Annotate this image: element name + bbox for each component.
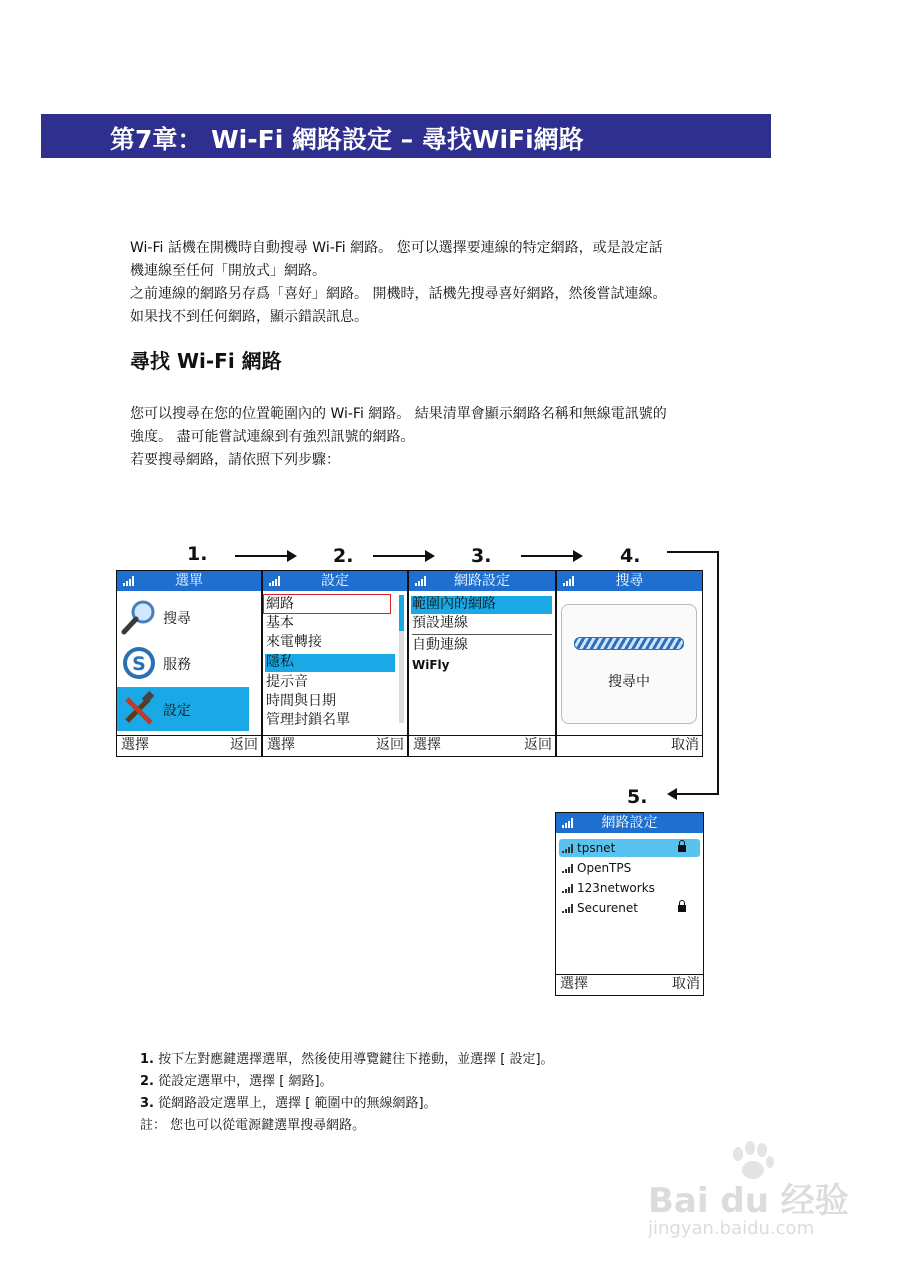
network-row-securenet[interactable] — [559, 899, 700, 917]
watermark-logo: Bai du 经验 — [648, 1181, 849, 1221]
network-item-in-range[interactable]: 範圍內的網路 — [412, 596, 496, 612]
phone-screen-network-settings — [408, 570, 556, 757]
softkey-cancel[interactable]: 取消 — [671, 737, 699, 753]
section-line: 強度。 盡可能嘗試連線到有強烈訊號的網路。 — [130, 429, 415, 445]
flow-arrow — [235, 555, 295, 557]
intro-line: Wi-Fi 話機在開機時自動搜尋 Wi-Fi 網路。 您可以選擇要連線的特定網路，或是設定話 — [130, 240, 663, 256]
arrow-head — [667, 788, 677, 800]
phone-screen-settings — [262, 570, 408, 757]
signal-icon — [269, 576, 281, 586]
menu-item-services[interactable] — [117, 641, 249, 685]
network-name: 123networks — [577, 881, 655, 895]
signal-icon — [123, 576, 135, 586]
screen-title: 網路設定 — [454, 573, 510, 589]
network-item-auto-connect[interactable]: 自動連線 — [412, 637, 468, 653]
phone-screen-searching — [556, 570, 703, 757]
screen-header — [409, 571, 555, 591]
step-number-2: 2. — [333, 545, 354, 567]
intro-line: 如果找不到任何網路，顯示錯誤訊息。 — [130, 309, 368, 325]
screen-header — [556, 813, 703, 833]
phone-screen-menu — [116, 570, 262, 757]
settings-item-ringtone[interactable]: 提示音 — [266, 674, 308, 690]
section-line: 您可以搜尋在您的位置範圍內的 Wi-Fi 網路。 結果清單會顯示網路名稱和無線電訊號的 — [130, 406, 667, 422]
signal-icon — [563, 576, 575, 586]
menu-item-settings[interactable] — [117, 687, 249, 731]
phone-screen-network-list — [555, 812, 704, 996]
settings-item-blocklist[interactable]: 管理封鎖名單 — [266, 712, 350, 728]
step-line: 2. 從設定選單中，選擇 [ 網路]。 — [140, 1074, 333, 1089]
paw-icon — [728, 1140, 776, 1180]
settings-item-privacy[interactable]: 隱私 — [266, 654, 294, 670]
scrollbar[interactable] — [399, 595, 404, 723]
softkey-back[interactable]: 返回 — [376, 737, 404, 753]
section-line: 若要搜尋網路，請依照下列步驟： — [130, 452, 340, 468]
step-line: 1. 按下左對應鍵選擇選單，然後使用導覽鍵往下捲動，並選擇 [ 設定]。 — [140, 1052, 554, 1067]
signal-icon — [562, 864, 572, 873]
menu-item-label: 設定 — [163, 703, 191, 719]
watermark-url: jingyan.baidu.com — [648, 1218, 815, 1239]
search-status: 搜尋中 — [608, 674, 650, 690]
screen-header — [117, 571, 261, 591]
softkey-bar — [117, 735, 261, 756]
lock-icon — [678, 905, 686, 912]
flow-arrow — [521, 555, 581, 557]
softkey-select[interactable]: 選擇 — [413, 737, 441, 753]
chapter-title: 第7章： Wi-Fi 網路設定 – 尋找WiFi網路 — [110, 125, 584, 154]
softkey-select[interactable]: 選擇 — [267, 737, 295, 753]
section-title: 尋找 Wi-Fi 網路 — [130, 349, 282, 373]
flow-arrow — [373, 555, 433, 557]
divider — [412, 634, 552, 635]
intro-line: 之前連線的網路另存爲「喜好」網路。 開機時，話機先搜尋喜好網路，然後嘗試連線。 — [130, 286, 667, 302]
network-item-default[interactable]: 預設連線 — [412, 615, 468, 631]
menu-item-label: 服務 — [163, 657, 191, 673]
connector-line — [675, 793, 719, 795]
steps-list — [140, 1049, 554, 1137]
softkey-bar — [556, 974, 703, 995]
progress-bar — [574, 637, 684, 650]
signal-icon — [562, 844, 572, 853]
note-line: 註： 您也可以從電源鍵選單搜尋網路。 — [140, 1118, 366, 1133]
signal-icon — [562, 904, 572, 913]
step-number-1: 1. — [187, 543, 208, 565]
section-paragraph — [130, 403, 730, 472]
network-name: Securenet — [577, 901, 638, 915]
softkey-cancel[interactable]: 取消 — [672, 976, 700, 992]
screen-title: 設定 — [321, 573, 349, 589]
step-number-5: 5. — [627, 786, 648, 808]
screen-title: 選單 — [175, 573, 203, 589]
skype-icon — [121, 645, 157, 681]
connector-line — [667, 551, 719, 553]
menu-item-label: 搜尋 — [163, 611, 191, 627]
screen-header — [263, 571, 407, 591]
softkey-select[interactable]: 選擇 — [121, 737, 149, 753]
settings-item-network[interactable]: 網路 — [266, 596, 294, 612]
menu-item-search[interactable] — [117, 595, 249, 639]
softkey-bar — [557, 735, 702, 756]
signal-icon — [562, 818, 574, 828]
network-item-wifly[interactable]: WiFly — [412, 658, 450, 672]
softkey-back[interactable]: 返回 — [524, 737, 552, 753]
screen-header — [557, 571, 702, 591]
intro-paragraph — [130, 237, 730, 329]
settings-item-call-forward[interactable]: 來電轉接 — [266, 634, 322, 650]
search-dialog — [561, 604, 697, 724]
step-line: 3. 從網路設定選單上，選擇 [ 範圍中的無線網路]。 — [140, 1096, 437, 1111]
step-number-3: 3. — [471, 545, 492, 567]
network-row-123networks[interactable] — [559, 879, 700, 897]
network-row-tpsnet[interactable] — [559, 839, 700, 857]
softkey-select[interactable]: 選擇 — [560, 976, 588, 992]
network-row-opentps[interactable] — [559, 859, 700, 877]
signal-icon — [415, 576, 427, 586]
settings-item-datetime[interactable]: 時間與日期 — [266, 693, 336, 709]
step-number-4: 4. — [620, 545, 641, 567]
softkey-bar — [409, 735, 555, 756]
signal-icon — [562, 884, 572, 893]
network-name: tpsnet — [577, 841, 616, 855]
softkey-back[interactable]: 返回 — [230, 737, 258, 753]
intro-line: 機連線至任何「開放式」網路。 — [130, 263, 326, 279]
lock-icon — [678, 845, 686, 852]
tools-icon — [121, 691, 157, 727]
search-icon — [119, 597, 159, 637]
connector-line — [717, 551, 719, 795]
network-name: OpenTPS — [577, 861, 632, 875]
settings-item-basic[interactable]: 基本 — [266, 615, 294, 631]
svg-text:S: S — [132, 653, 146, 675]
screen-title: 搜尋 — [615, 573, 644, 589]
softkey-bar — [263, 735, 407, 756]
screen-title: 網路設定 — [601, 815, 658, 831]
